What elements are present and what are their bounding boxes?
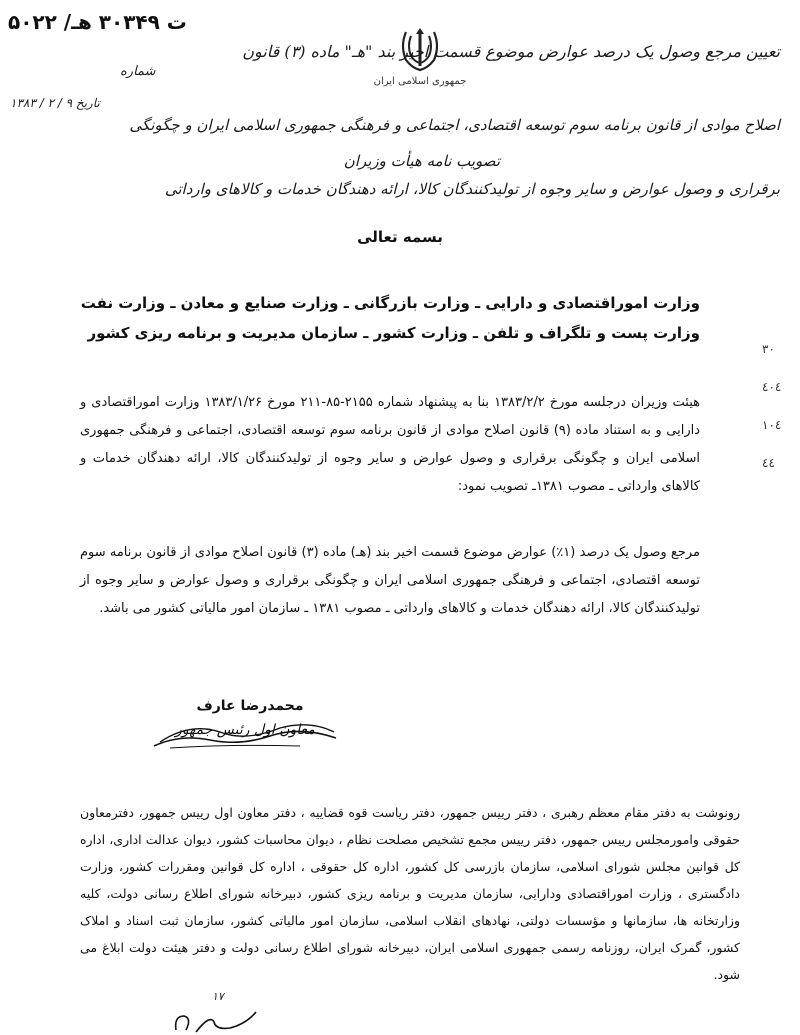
handwritten-subject-line: برقراری و وصول عوارض و سایر وجوه از تولیدکنندگان کالا، ارائه دهندگان خدمات و کالاهای وارداتی: [164, 180, 780, 198]
margin-note: ٤٤: [762, 456, 775, 470]
margin-note: ٤۰٤: [762, 380, 782, 394]
handwritten-subject-line: اصلاح موادی از قانون برنامه سوم توسعه اقتصادی، اجتماعی و فرهنگی جمهوری اسلامی ایران و چگونگی: [129, 116, 780, 134]
margin-note: ۳۰: [762, 342, 775, 356]
recipients-block: [80, 288, 700, 348]
date-label: تاریخ ۹ / ۲ / ۱۳۸۳: [10, 96, 100, 110]
initials-number: ۱۷: [212, 990, 224, 1003]
handwritten-subject-line: تعیین مرجع وصول یک درصد عوارض موضوع قسمت اخیر بند "هـ" ماده (۳) قانون: [242, 42, 780, 61]
copy-recipients-paragraph: رونوشت به دفتر مقام معظم رهبری ، دفتر رییس جمهور، دفتر ریاست قوه قضاییه ، دفتر معاون اول رییس جمهور، دفترمعاون حقوقی وامورمجلس رییس جمهور، دفتر رییس مجمع تشخیص مصلحت نظام ، دیوان محاسبات کشور، دیوان عدالت اداری، اداره کل قوانین مجلس شورای اسلامی، سازمان بازرسی کل کشور، اداره کل حقوقی ، اداره کل قوانین ومقررات کشور، وزارت دادگستری ، وزارت اموراقتصادی ودارایی، سازمان مدیریت و برنامه ریزی کشور، دبیرخانه شورای اطلاع رسانی دولت، کلیه وزارتخانه ها، سازمانها و مؤسسات دولتی، نهادهای انقلاب اسلامی، سازمان امور مالیاتی کشور، سازمان ثبت اسناد و املاک کشور، گمرک ایران، روزنامه رسمی جمهوری اسلامی ایران، دبیرخانه شورای اطلاع رسانی دولت و دفتر هیئت دولت ابلاغ می شود.: [80, 804, 740, 982]
signer-name: محمدرضا عارف: [196, 698, 304, 714]
emblem-caption: جمهوری اسلامی ایران: [373, 76, 467, 87]
margin-note: ۱۰٤: [762, 418, 782, 432]
bismillah-heading: بسمه تعالی: [357, 228, 443, 246]
recipients-line: وزارت پست و تلگراف و تلفن ـ وزارت کشور ـ سازمان مدیریت و برنامه ریزی کشور: [87, 324, 700, 342]
body-paragraph-ruling: مرجع وصول یک درصد (۱٪) عوارض موضوع قسمت اخیر بند (هـ) ماده (۳) قانون اصلاح موادی از قانون برنامه سوم توسعه اقتصادی، اجتماعی و فرهنگی جمهوری اسلامی ایران و چگونگی برقراری و وصول عوارض و سایر وجوه از تولیدکنندگان کالا، ارائه دهندگان خدمات و کالاهای وارداتی ـ مصوب ۱۳۸۱ ـ سازمان امور مالیاتی کشور می باشد.: [80, 545, 700, 616]
handwritten-subject-line: تصویب نامه هیأت وزیران: [343, 152, 500, 170]
number-label: شماره: [120, 64, 156, 79]
recipients-line: وزارت اموراقتصادی و دارایی ـ وزارت بازرگانی ـ وزارت صنایع و معادن ـ وزارت نفت: [80, 294, 700, 312]
signature-icon: [150, 716, 340, 752]
initials-icon: [170, 1008, 260, 1034]
margin-notes: [762, 330, 798, 482]
signer-title: معاون اول رئیس جمهور: [175, 722, 315, 738]
reference-number: ۵۰۲۲ /ت ۳۰۳۴۹ هـ: [8, 10, 187, 34]
body-paragraph-decision: هیئت وزیران درجلسه مورخ ۱۳۸۳/۲/۲ بنا به پیشنهاد شماره ۲۱۵۵-۸۵-۲۱۱ مورخ ۱۳۸۳/۱/۲۶ وزارت اموراقتصادی و دارایی و به استناد ماده (۹) قانون اصلاح موادی از قانون برنامه سوم توسعه اقتصادی، اجتماعی و فرهنگی جمهوری اسلامی ایران و چگونگی برقراری و وصول عوارض و سایر وجوه از تولیدکنندگان کالا، ارائه دهندگان خدمات و کالاهای وارداتی ـ مصوب ۱۳۸۱ـ تصویب نمود:: [80, 395, 700, 494]
